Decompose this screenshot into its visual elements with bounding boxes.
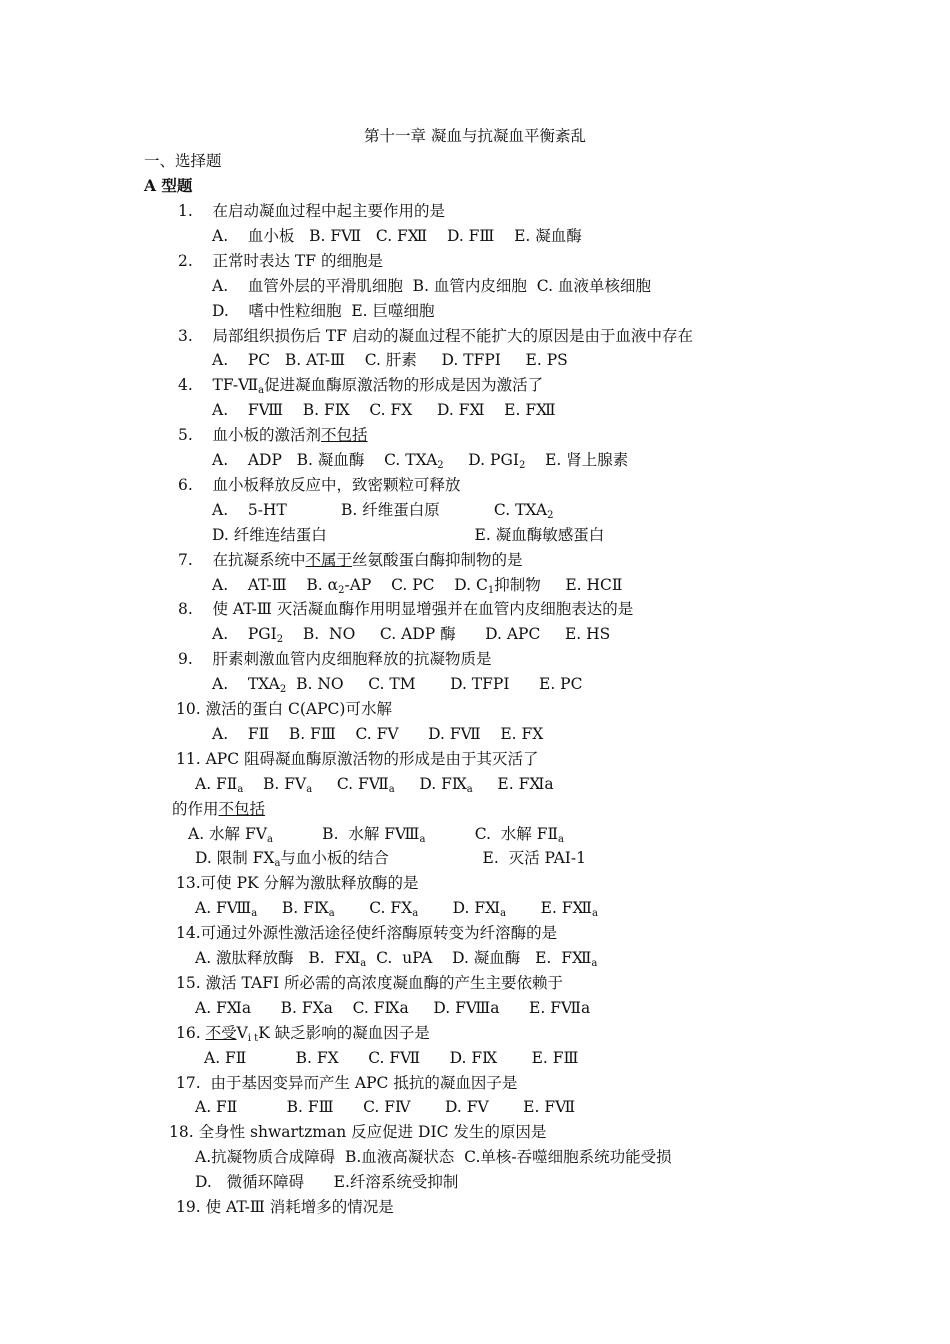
line-text: D. 限制 FⅩ (195, 849, 275, 867)
question-line (176, 871, 950, 895)
line-text: 16. (176, 1024, 206, 1042)
question-line (178, 473, 950, 497)
subscript: a (388, 784, 395, 795)
line-text: A. FⅧ (195, 899, 252, 917)
line-text: 的作用 (172, 800, 219, 818)
subscript: a (466, 784, 473, 795)
line-text: A. FⅡ B. FⅢ C. FⅤ D. FⅦ E. FⅩ (212, 725, 544, 743)
section-heading: 一、选择题 (144, 152, 222, 170)
subscript: 2 (518, 460, 526, 471)
question-line (195, 1145, 950, 1169)
question-line (212, 299, 950, 323)
subscript: 2 (437, 460, 444, 471)
underlined-text: 不包括 (218, 800, 266, 818)
line-text: 18. 全身性 shwartzman 反应促进 DIC 发生的原因是 (169, 1123, 547, 1141)
line-text: A. FⅡ (195, 775, 238, 793)
subscript: a (412, 908, 419, 919)
question-line (176, 1021, 950, 1045)
question-line (178, 324, 950, 348)
question-line (195, 1095, 950, 1119)
line-text: 14.可通过外源性激活途径使纤溶酶原转变为纤溶酶的是 (176, 924, 558, 942)
subscript: a (328, 908, 335, 919)
line-text: 4. TF-Ⅶ (178, 376, 259, 394)
subscript: a (558, 834, 564, 845)
subscript: a (360, 958, 367, 969)
line-text: B. FⅨ (257, 899, 329, 917)
line-text: C. 水解 FⅡ (425, 825, 558, 843)
subscript: a (500, 908, 507, 919)
question-line (212, 448, 950, 472)
line-text: B. NO C. ADP 酶 D. APC E. HS (283, 625, 611, 643)
line-text: A. FⅡ B. FⅢ C. FⅣ D. FⅤ E. FⅦ (195, 1098, 576, 1116)
line-text: 促进凝血酶原激活物的形成是因为激活了 (264, 376, 544, 394)
underlined-text: 不属于 (305, 551, 353, 569)
question-line (212, 523, 950, 547)
question-line (176, 747, 950, 771)
question-line (172, 797, 950, 821)
line-text: 11. APC 阻碍凝血酶原激活物的形成是由于其灭活了 (176, 750, 539, 768)
subscript: 2 (276, 634, 284, 645)
subscript: a (274, 858, 281, 869)
question-line (176, 697, 950, 721)
line-text: 8. 使 AT-Ⅲ 灭活凝血酶作用明显增强并在血管内皮细胞表达的是 (178, 600, 634, 618)
subscript: 2 (279, 684, 287, 695)
question-line (178, 199, 950, 223)
question-line (178, 647, 950, 671)
line-text: A. FⅪa B. FⅩa C. FⅨa D. FⅧa E. FⅦa (195, 999, 591, 1017)
question-line (188, 822, 950, 846)
subsection-heading: A 型题 (144, 176, 193, 195)
question-line (212, 498, 950, 522)
question-line (195, 772, 950, 796)
question-line (212, 573, 950, 597)
line-text: A. PC B. AT-Ⅲ C. 肝素 D. TFPI E. PS (212, 351, 568, 369)
subscript: a (266, 834, 273, 845)
line-text: 17. 由于基因变异而产生 APC 抵抗的凝血因子是 (176, 1074, 518, 1092)
line-text: A. AT-Ⅲ B. α (212, 576, 339, 594)
line-text: 3. 局部组织损伤后 TF 启动的凝血过程不能扩大的原因是由于血液中存在 (178, 327, 693, 345)
question-line (176, 921, 950, 945)
line-text: 丝氨酸蛋白酶抑制物的是 (352, 551, 523, 569)
question-line (169, 1120, 950, 1144)
question-line (195, 896, 950, 920)
subscript: a (251, 908, 258, 919)
line-text: 1. 在启动凝血过程中起主要作用的是 (178, 202, 445, 220)
line-text: 13.可使 PK 分解为激肽释放酶的是 (176, 874, 419, 892)
line-text: C. uPA D. 凝血酶 E. FⅫ (366, 949, 592, 967)
question-line (178, 548, 950, 572)
line-text: 抑制物 E. HCⅡ (494, 576, 623, 594)
line-text: D. 嗜中性粒细胞 E. 巨噬细胞 (212, 302, 435, 320)
subscript: a (237, 784, 244, 795)
line-text: E. FⅪa (472, 775, 554, 793)
line-text: A. 血小板 B. FⅦ C. FⅫ D. FⅢ E. 凝血酶 (212, 227, 582, 245)
line-text: D. 纤维连结蛋白 E. 凝血酶敏感蛋白 (212, 526, 605, 544)
line-text: 10. 激活的蛋白 C(APC)可水解 (176, 700, 392, 718)
line-text: A. 水解 FⅤ (188, 825, 267, 843)
line-text: A. PGI (212, 625, 277, 643)
line-text: A. 5-HT B. 纤维蛋白原 C. TXA (212, 501, 548, 519)
question-line (195, 946, 950, 970)
question-line (212, 348, 950, 372)
underlined-text: 不包括 (321, 426, 368, 444)
line-text: 9. 肝素刺激血管内皮细胞释放的抗凝物质是 (178, 650, 492, 668)
line-text: 7. 在抗凝系统中 (178, 551, 306, 569)
line-text: -AP C. PC D. C (344, 576, 488, 594)
subscript: 2 (338, 585, 345, 596)
subscript: a (258, 385, 265, 396)
subscript: 2 (547, 510, 554, 521)
line-text: A. 激肽释放酶 B. FⅪ (195, 949, 361, 967)
subscript: i t (247, 1033, 259, 1044)
question-line (178, 249, 950, 273)
line-text: C. FⅦ (312, 775, 389, 793)
line-text: D. PGI (443, 451, 519, 469)
line-text: D. 微循环障碍 E.纤溶系统受抑制 (195, 1173, 459, 1191)
line-text: V (236, 1024, 248, 1042)
line-text: A. ADP B. 凝血酶 C. TXA (212, 451, 438, 469)
question-line (176, 1195, 950, 1219)
question-line (195, 996, 950, 1020)
question-line (212, 722, 950, 746)
chapter-title: 第十一章 凝血与抗凝血平衡紊乱 (364, 127, 586, 145)
line-text: A. FⅧ B. FⅨ C. FⅩ D. FⅪ E. FⅫ (212, 401, 556, 419)
underlined-text: 不受 (205, 1024, 237, 1042)
question-line (212, 672, 950, 696)
subscript: a (591, 958, 598, 969)
question-line (204, 1046, 950, 1070)
question-line (195, 1170, 950, 1194)
line-text: A. TXA (212, 675, 280, 693)
subscript: a (419, 834, 426, 845)
line-text: 2. 正常时表达 TF 的细胞是 (178, 252, 383, 270)
line-text: C. FⅩ (334, 899, 413, 917)
subscript: 1 (487, 585, 495, 596)
line-text: D. FⅨ (394, 775, 467, 793)
line-text: A.抗凝物质合成障碍 B.血液高凝状态 C.单核-吞噬细胞系统功能受损 (195, 1148, 672, 1166)
question-line (178, 597, 950, 621)
line-text: A. 血管外层的平滑肌细胞 B. 血管内皮细胞 C. 血液单核细胞 (212, 277, 651, 295)
question-line (178, 373, 950, 397)
line-text: E. 肾上腺素 (525, 451, 629, 469)
question-line (212, 622, 950, 646)
line-text: B. FⅤ (243, 775, 307, 793)
question-line (212, 398, 950, 422)
question-line (176, 971, 950, 995)
subscript: a (591, 908, 598, 919)
line-text: 19. 使 AT-Ⅲ 消耗增多的情况是 (176, 1198, 394, 1216)
line-text: E. FⅫ (506, 899, 592, 917)
question-line (212, 274, 950, 298)
question-line (176, 1071, 950, 1095)
subscript: a (306, 784, 313, 795)
line-text: 15. 激活 TAFI 所必需的高浓度凝血酶的产生主要依赖于 (176, 974, 563, 992)
question-line (195, 846, 950, 870)
line-text: B. NO C. TM D. TFPI E. PC (286, 675, 583, 693)
line-text: 6. 血小板释放反应中，致密颗粒可释放 (178, 476, 461, 494)
line-text: A. FⅡ B. FⅩ C. FⅦ D. FⅨ E. FⅢ (204, 1049, 579, 1067)
line-text: 与血小板的结合 E. 灭活 PAI-1 (280, 849, 586, 867)
line-text: D. FⅪ (418, 899, 501, 917)
question-line (178, 423, 950, 447)
question-line (212, 224, 950, 248)
line-text: B. 水解 FⅧ (272, 825, 420, 843)
line-text: 5. 血小板的激活剂 (178, 426, 321, 444)
line-text: K 缺乏影响的凝血因子是 (258, 1024, 430, 1042)
